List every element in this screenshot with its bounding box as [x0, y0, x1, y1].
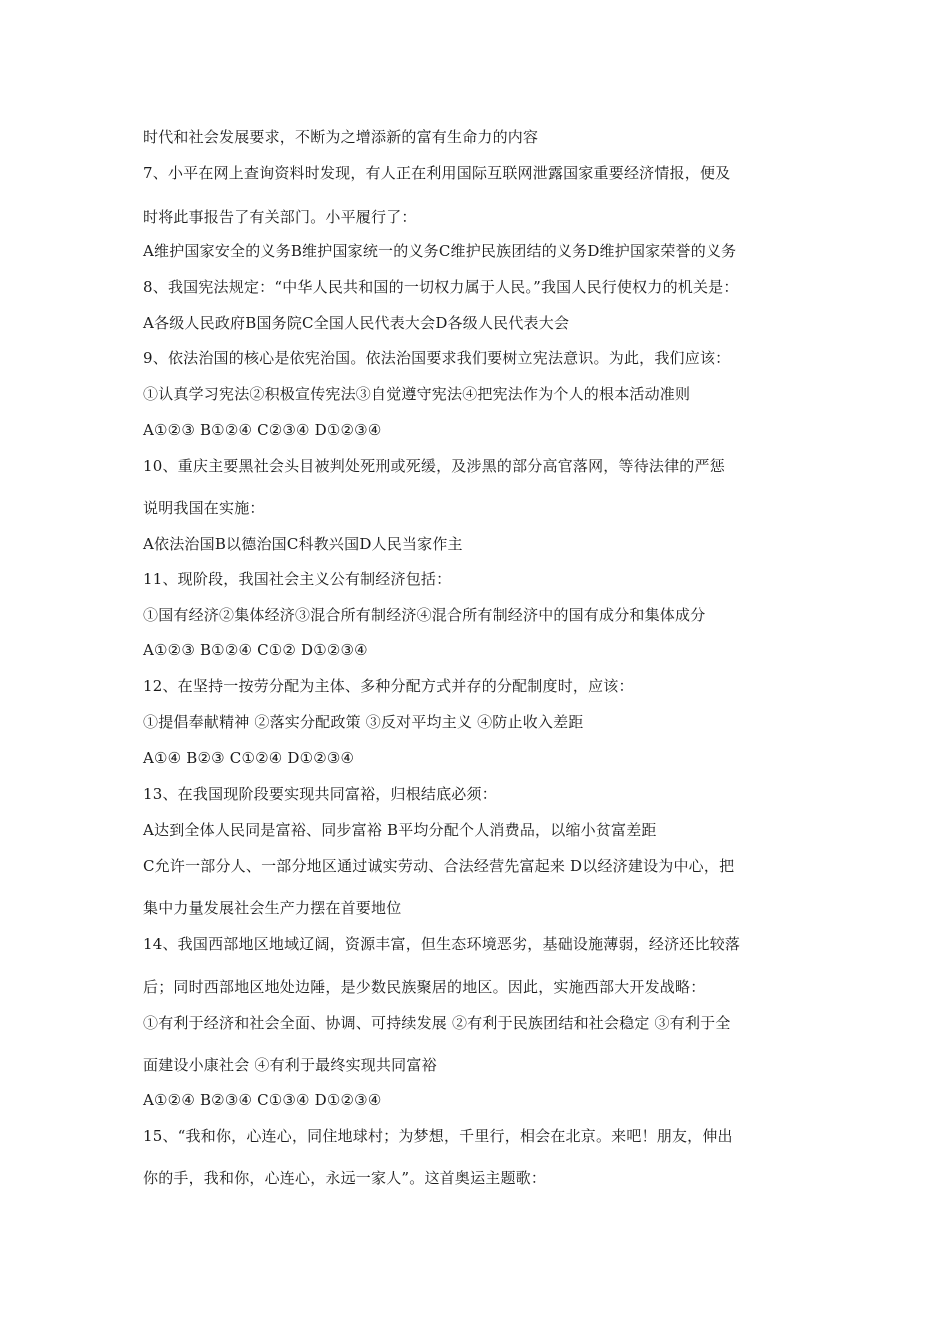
- statements-line: ①有利于经济和社会全面、协调、可持续发展 ②有利于民族团结和社会稳定 ③有利于全: [143, 1014, 731, 1032]
- options-line: A①④ B②③ C①②④ D①②③④: [143, 749, 355, 767]
- question-9-line: 9、依法治国的核心是依宪治国。依法治国要求我们要树立宪法意识。为此，我们应该：: [143, 349, 731, 367]
- question-13-line: 13、在我国现阶段要实现共同富裕，归根结底必须：: [143, 785, 497, 803]
- text-line: 说明我国在实施：: [143, 499, 265, 517]
- question-15-line: 15、“我和你，心连心，同住地球村；为梦想，千里行，相会在北京。来吧！朋友，伸出: [143, 1127, 733, 1145]
- statements-line: ①提倡奉献精神 ②落实分配政策 ③反对平均主义 ④防止收入差距: [143, 713, 584, 731]
- text-line: 后；同时西部地区地处边陲，是少数民族聚居的地区。因此，实施西部大开发战略：: [143, 978, 706, 996]
- options-line: C允许一部分人、一部分地区通过诚实劳动、合法经营先富起来 D以经济建设为中心，把: [143, 857, 735, 875]
- question-14-line: 14、我国西部地区地域辽阔，资源丰富，但生态环境恶劣，基础设施薄弱，经济还比较落: [143, 935, 741, 953]
- statements-line: 面建设小康社会 ④有利于最终实现共同富裕: [143, 1056, 437, 1074]
- text-line: 时将此事报告了有关部门。小平履行了：: [143, 208, 417, 226]
- text-line: 时代和社会发展要求，不断为之增添新的富有生命力的内容: [143, 128, 539, 146]
- options-line: A各级人民政府B国务院C全国人民代表大会D各级人民代表大会: [143, 314, 570, 332]
- options-line: A达到全体人民同是富裕、同步富裕 B平均分配个人消费品，以缩小贫富差距: [143, 821, 657, 839]
- options-line: A①②③ B①②④ C①② D①②③④: [143, 641, 368, 659]
- question-7-line: 7、小平在网上查询资料时发现，有人正在利用国际互联网泄露国家重要经济情报，便及: [143, 164, 731, 182]
- statements-line: ①认真学习宪法②积极宣传宪法③自觉遵守宪法④把宪法作为个人的根本活动准则: [143, 385, 691, 403]
- options-line: A维护国家安全的义务B维护国家统一的义务C维护民族团结的义务D维护国家荣誉的义务: [143, 242, 737, 260]
- statements-line: ①国有经济②集体经济③混合所有制经济④混合所有制经济中的国有成分和集体成分: [143, 606, 706, 624]
- options-line: A①②④ B②③④ C①③④ D①②③④: [143, 1091, 382, 1109]
- options-line: A依法治国B以德治国C科教兴国D人民当家作主: [143, 535, 463, 553]
- options-line: A①②③ B①②④ C②③④ D①②③④: [143, 421, 382, 439]
- question-11-line: 11、现阶段，我国社会主义公有制经济包括：: [143, 570, 452, 588]
- text-line: 你的手，我和你，心连心，永远一家人”。这首奥运主题歌：: [143, 1169, 547, 1187]
- question-8-line: 8、我国宪法规定：“中华人民共和国的一切权力属于人民。”我国人民行使权力的机关是：: [143, 278, 739, 296]
- text-line: 集中力量发展社会生产力摆在首要地位: [143, 899, 402, 917]
- question-10-line: 10、重庆主要黑社会头目被判处死刑或死缓，及涉黑的部分高官落网，等待法律的严惩: [143, 457, 725, 475]
- question-12-line: 12、在坚持一按劳分配为主体、多种分配方式并存的分配制度时，应该：: [143, 677, 634, 695]
